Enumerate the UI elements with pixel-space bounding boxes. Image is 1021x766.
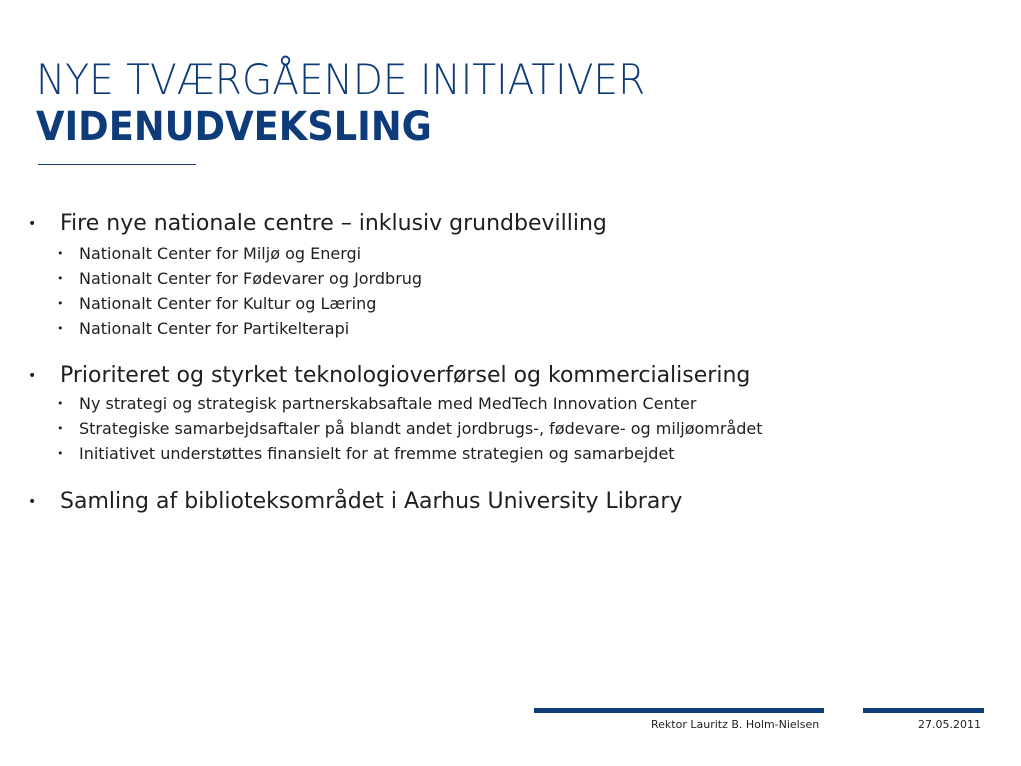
bullet-group-3 (26, 489, 682, 515)
sub-bullet-text: Initiativet understøttes finansielt for at fremme strategien og samarbejdet (79, 444, 675, 463)
bullet-group-1 (26, 211, 607, 341)
footer-date: 27.05.2011 (918, 718, 981, 731)
sub-bullet-item (26, 241, 607, 266)
footer-bar-left (534, 708, 824, 713)
sub-bullet-item (26, 416, 763, 441)
sub-bullet-text: Ny strategi og strategisk partnerskabsaftale med MedTech Innovation Center (79, 394, 697, 413)
sub-bullet-item (26, 266, 607, 291)
bullet-dot-icon: • (57, 397, 64, 410)
bullet-item (26, 489, 682, 515)
bullet-dot-icon: • (57, 297, 64, 310)
sub-bullet-item (26, 391, 763, 416)
sub-bullet-text: Nationalt Center for Kultur og Læring (79, 294, 377, 313)
bullet-dot-icon: • (57, 272, 64, 285)
sub-bullet-text: Nationalt Center for Fødevarer og Jordbrug (79, 269, 423, 288)
sub-bullet-item (26, 441, 763, 466)
bullet-dot-icon: • (57, 247, 64, 260)
slide-title-line1: NYE TVÆRGÅENDE INITIATIVER (36, 55, 646, 104)
bullet-text: Prioriteret og styrket teknologioverførsel og kommercialisering (60, 363, 751, 388)
sub-bullet-text: Nationalt Center for Partikelterapi (79, 319, 350, 338)
bullet-text: Fire nye nationale centre – inklusiv grundbevilling (60, 211, 607, 236)
sub-bullet-text: Strategiske samarbejdsaftaler på blandt andet jordbrugs-, fødevare- og miljøområdet (79, 419, 763, 438)
bullet-text: Samling af biblioteksområdet i Aarhus University Library (60, 489, 683, 514)
footer-presenter: Rektor Lauritz B. Holm-Nielsen (651, 718, 820, 731)
bullet-dot-icon: • (28, 368, 37, 384)
footer-bar-right (863, 708, 984, 713)
bullet-dot-icon: • (57, 422, 64, 435)
bullet-dot-icon: • (57, 322, 64, 335)
bullet-item (26, 363, 763, 389)
bullet-dot-icon: • (28, 216, 37, 232)
bullet-dot-icon: • (57, 447, 64, 460)
sub-bullet-text: Nationalt Center for Miljø og Energi (79, 244, 362, 263)
sub-bullet-item (26, 316, 607, 341)
bullet-group-2 (26, 363, 763, 466)
slide-title-line2: VIDENUDVEKSLING (36, 104, 432, 150)
title-divider (38, 164, 196, 165)
sub-bullet-item (26, 291, 607, 316)
bullet-item (26, 211, 607, 237)
bullet-dot-icon: • (28, 494, 37, 510)
